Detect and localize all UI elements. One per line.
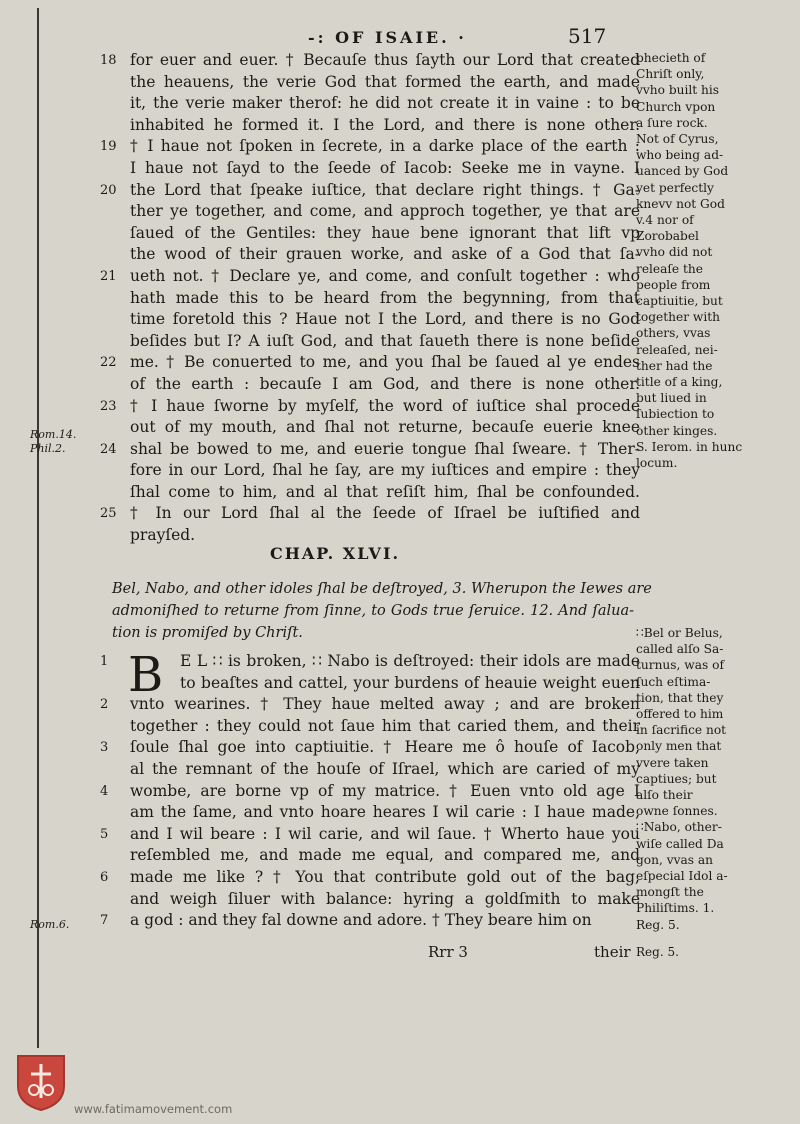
page-number: 517 — [568, 24, 607, 48]
side-catchword: Reg. 5. — [636, 945, 679, 959]
marginal-note-line: locum. — [636, 456, 678, 471]
marginal-note-line: vvho did not — [636, 245, 713, 260]
left-note-rom14: Rom.14. — [30, 428, 77, 441]
marginal-note-line: S. Ierom. in hunc — [636, 439, 743, 454]
text-line — [100, 288, 640, 310]
text-line — [100, 244, 640, 266]
line-text: for euer and euer. † Becauſe thus ſayth our Lord that created — [130, 51, 640, 69]
marginal-note-line: ſubiection to — [636, 407, 715, 422]
verse-number: 24 — [100, 441, 117, 457]
line-text: al the remnant of the houſe of Iſrael, which are caried of my — [130, 759, 640, 778]
catchword: their — [594, 943, 631, 961]
chapter-summary — [112, 578, 652, 644]
running-title: -: OF ISAIE. · — [308, 28, 467, 47]
marginal-note-line: turnus, was of — [636, 658, 724, 673]
line-text: me. † Be conuerted to me, and you ſhal be ſaued al ye endes — [130, 353, 640, 372]
verse-number: 7 — [100, 913, 109, 929]
text-line — [100, 910, 640, 932]
marginal-note-line: called alſo Sa- — [636, 642, 724, 657]
line-text: prayſed. — [130, 526, 196, 545]
marginal-note-line: Zorobabel — [636, 229, 699, 244]
line-text: and weigh ſiluer with balance: hyring a goldſmith to make — [130, 889, 640, 908]
line-text: vnto wearines. † They haue melted away ; and are broken — [130, 695, 640, 714]
text-line — [100, 201, 640, 223]
text-line — [100, 331, 640, 353]
marginal-note-line: who being ad- — [636, 148, 724, 163]
line-text: hath made this to be heard from the begynning, from that — [130, 288, 640, 307]
marginal-note-line: releaſe the — [636, 261, 703, 276]
text-line — [100, 396, 640, 418]
marginal-note-line: alſo their — [636, 788, 693, 803]
line-text: † In our Lord ſhal al the ſeede of Iſrael be iuſtified and — [130, 504, 640, 523]
line-text: ſhal come to him, and al that reſiſt him, ſhal be confounded. — [130, 482, 640, 501]
line-text: and I wil beare : I wil carie, and wil ſaue. † Wherto haue you — [130, 824, 640, 843]
marginal-note-line: together with — [636, 310, 720, 325]
text-line — [100, 802, 640, 824]
left-margin-rule — [37, 8, 39, 1048]
text-line — [100, 72, 640, 94]
text-line — [100, 439, 640, 461]
watermark-url: www.fatimamovement.com — [74, 1102, 233, 1116]
text-line — [100, 223, 640, 245]
line-text: beſides but I? A iuſt God, and that ſaueth there is none beſide — [130, 331, 640, 350]
marginal-note-line: knevv not God — [636, 196, 725, 211]
marginal-note-line: uanced by God — [636, 164, 729, 179]
verse-number: 2 — [100, 697, 109, 713]
signature-mark: Rrr 3 — [428, 943, 468, 961]
line-text: made me like ? † You that contribute gold out of the bag, — [130, 867, 640, 886]
verse-number: 5 — [100, 826, 109, 842]
marginal-note-line: offered to him — [636, 707, 724, 722]
text-line — [100, 93, 640, 115]
line-text: wombe, are borne vp of my matrice. † Euen vnto old age I — [130, 781, 640, 800]
marginal-note-line: but liued in — [636, 391, 707, 406]
text-line — [100, 158, 640, 180]
text-line — [100, 115, 640, 137]
drop-cap: B — [128, 647, 164, 703]
summary-line: admoniſhed to returne from ſinne, to Gods true ſeruice. 12. And ſalua- — [112, 603, 634, 619]
text-line — [100, 845, 640, 867]
marginal-note-line: Philiſtims. 1. — [636, 901, 715, 916]
line-text: a god : and they fal downe and adore. † They beare him on — [130, 911, 592, 930]
verse-number: 19 — [100, 139, 117, 155]
marginal-notes-lower — [636, 625, 794, 933]
chapter-heading: CHAP. XLVI. — [270, 544, 401, 563]
text-line — [100, 309, 640, 331]
marginal-note-line: title of a king, — [636, 375, 723, 390]
text-line — [100, 781, 640, 803]
summary-line: tion is promiſed by Chriſt. — [112, 625, 303, 641]
left-note-rom6: Rom.6. — [30, 918, 70, 931]
line-text: the wood of their grauen worke, and aske of a God that ſa- — [130, 245, 640, 264]
line-text: fore in our Lord, ſhal he ſay, are my iuſtices and empire : they — [130, 461, 640, 480]
text-line — [100, 50, 640, 72]
line-text: ueth not. † Declare ye, and come, and conſult together : who — [130, 266, 640, 285]
line-text: I haue not ſayd to the ſeede of Iacob: Seeke me in vayne. I — [130, 158, 640, 177]
text-line — [100, 460, 640, 482]
line-text: the Lord that ſpeake iuſtice, that declare right things. † Ga- — [130, 180, 640, 199]
marginal-note-line: ∷Bel or Belus, — [636, 626, 723, 640]
line-text: † I haue ſworne by myſelf, the word of iuſtice shal procede — [130, 396, 640, 415]
verse-number: 21 — [100, 268, 117, 284]
text-line — [100, 482, 640, 504]
line-text: the heauens, the verie God that formed the earth, and made — [130, 72, 640, 91]
verse-number: 3 — [100, 740, 109, 756]
left-note-phil2: Phil.2. — [30, 442, 66, 455]
marginal-note-line: vvho built his — [636, 83, 720, 98]
line-text: † I haue not ſpoken in ſecrete, in a darke place of the earth : — [130, 137, 640, 156]
marginal-notes-upper — [636, 50, 794, 471]
verse-number: 1 — [100, 654, 109, 669]
text-line — [100, 136, 640, 158]
line-text: time foretold this ? Haue not I the Lord, and there is no God — [130, 310, 640, 329]
line-text: ſaued of the Gentiles: they haue bene ignorant that lift vp — [130, 223, 640, 242]
verse-block-chapter-46 — [100, 647, 640, 932]
fatima-shield-logo-icon — [14, 1052, 68, 1112]
text-line — [100, 673, 640, 695]
text-line — [100, 737, 640, 759]
text-line — [100, 651, 640, 673]
marginal-note-line: Not of Cyrus, — [636, 132, 719, 147]
line-text: to beaſtes and cattel, your burdens of heauie weight euen — [180, 673, 640, 692]
line-text: inhabited he formed it. I the Lord, and there is none other. — [130, 115, 640, 134]
text-line — [100, 374, 640, 396]
line-text: am the ſame, and vnto hoare heares I wil carie : I haue made, — [130, 803, 640, 822]
text-line — [100, 266, 640, 288]
marginal-note-line: a ſure rock. — [636, 115, 708, 130]
marginal-note-line: captiues; but — [636, 771, 717, 786]
marginal-note-line: only men that — [636, 739, 722, 754]
marginal-note-line: gon, vvas an — [636, 852, 714, 867]
line-text: it, the verie maker therof: he did not create it in vaine : to be — [130, 94, 640, 113]
verse-number: 6 — [100, 869, 109, 885]
line-text: out of my mouth, and ſhal not returne, becauſe euerie knee — [130, 418, 640, 437]
marginal-note-line: yet perfectly — [636, 180, 714, 195]
marginal-note-line: phecieth of — [636, 51, 706, 65]
marginal-note-line: wiſe called Da — [636, 836, 724, 851]
marginal-note-line: in ſacrifice not — [636, 723, 727, 738]
text-line — [100, 716, 640, 738]
text-line — [100, 417, 640, 439]
marginal-note-line: other kinges. — [636, 423, 718, 438]
marginal-note-line: eſpecial Idol a- — [636, 869, 728, 884]
text-line — [100, 824, 640, 846]
marginal-note-line: tion, that they — [636, 690, 724, 705]
summary-line: Bel, Nabo, and other idoles ſhal be deſtroyed, 3. Wherupon the Iewes are — [112, 581, 652, 597]
marginal-note-line: Church vpon — [636, 99, 716, 114]
line-text: ſoule ſhal goe into captiuitie. † Heare me ô houſe of Iacob, — [130, 738, 640, 757]
text-line — [100, 889, 640, 911]
running-header — [0, 24, 800, 52]
marginal-note-line: releaſed, nei- — [636, 342, 718, 357]
text-line — [100, 180, 640, 202]
verse-number: 22 — [100, 355, 117, 371]
line-text: of the earth : becauſe I am God, and there is none other. — [130, 374, 640, 393]
verse-number: 4 — [100, 783, 109, 799]
marginal-note-line: v.4 nor of — [636, 213, 694, 228]
text-line — [100, 694, 640, 716]
verse-number: 23 — [100, 398, 117, 414]
marginal-note-line: ſuch eſtima- — [636, 674, 711, 689]
marginal-note-line: ∷Nabo, other- — [636, 820, 722, 835]
marginal-note-line: Reg. 5. — [636, 917, 680, 932]
line-text: together : they could not ſaue him that caried them, and their — [130, 716, 640, 735]
marginal-note-line: vvere taken — [636, 755, 709, 770]
verse-number: 25 — [100, 506, 117, 522]
marginal-note-line: ther had the — [636, 358, 713, 373]
verse-block-chapter-45 — [100, 50, 640, 547]
verse-number: 20 — [100, 182, 117, 198]
marginal-note-line: mongſt the — [636, 885, 704, 900]
marginal-note-line: people from — [636, 277, 711, 292]
text-line — [100, 759, 640, 781]
line-text: reſembled me, and made me equal, and compared me, and — [130, 846, 640, 865]
text-line — [100, 867, 640, 889]
marginal-note-line: captiuitie, but — [636, 294, 723, 309]
text-line — [100, 503, 640, 525]
text-line — [100, 352, 640, 374]
line-text: shal be bowed to me, and euerie tongue ſhal ſweare. † Ther- — [130, 439, 640, 458]
line-text: E L ∷ is broken, ∷ Nabo is deſtroyed: their idols are made — [180, 652, 640, 670]
verse-number: 18 — [100, 53, 117, 68]
marginal-note-line: others, vvas — [636, 326, 711, 341]
marginal-note-line: owne ſonnes. — [636, 804, 718, 819]
line-text: ther ye together, and come, and approch together, ye that are — [130, 202, 640, 221]
marginal-note-line: Chriſt only, — [636, 67, 705, 82]
